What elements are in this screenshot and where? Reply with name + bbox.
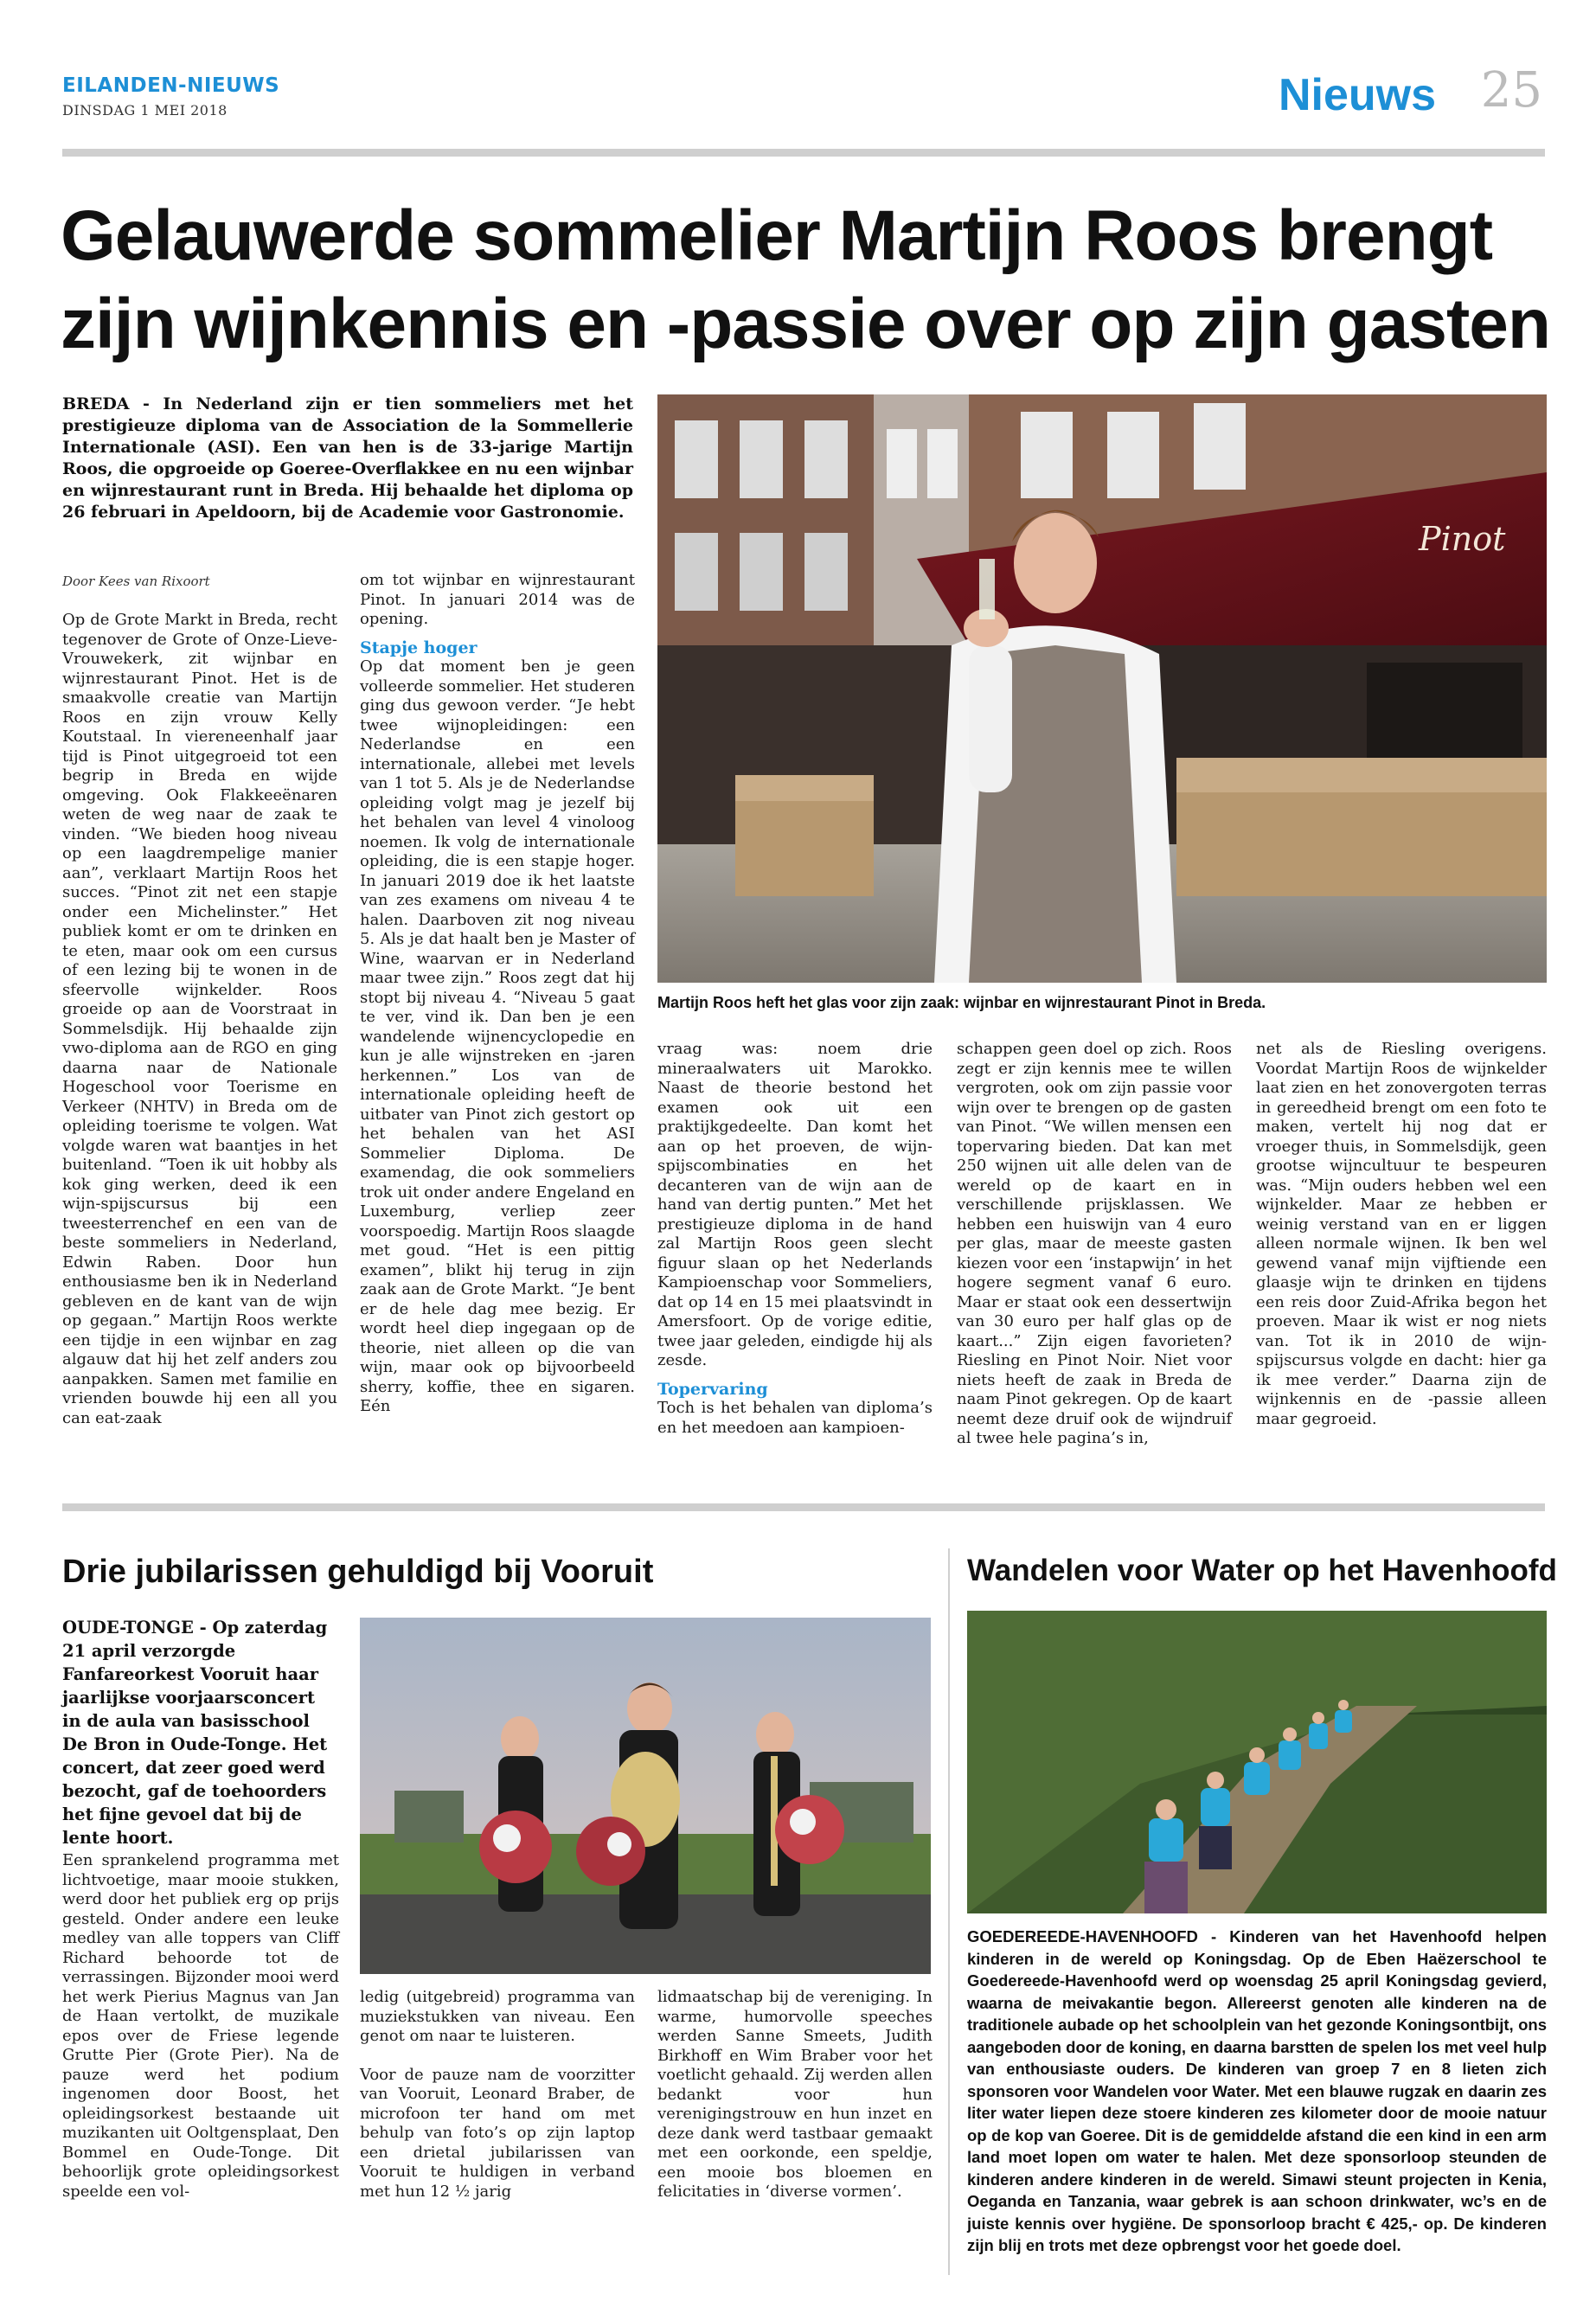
article-column-1 [62,611,337,1428]
headline-line-2: zijn wijnkennis en -passie over op zijn gasten [61,285,1550,363]
column-3-body: Toch is het behalen van diploma’s en het meedoen aan kampioen- [657,1399,933,1437]
headline-line-1: Gelauwerde sommelier Martijn Roos brengt [61,196,1493,275]
article-headline [61,192,1548,369]
photo-wandelen-voor-water [967,1611,1547,1913]
subhead-stapje-hoger: Stapje hoger [360,638,478,657]
column-2-intro: om tot wijnbar en wijnrestaurant Pinot. In januari 2014 was de opening. [360,571,635,628]
article2-column-3-text: lidmaatschap bij de vereniging. In warme, humorvolle speeches werden Sanne Smeets, Judith Birkhoff en Wim Braber voor het voetlicht gehaald. Zij werden allen bedankt voor hun verenigingstrouw en hun inzet en deze dank werd tastbaar gemaakt met een oorkonde, een speldje, een mooie bos bloemen en felicitaties in ‘diverse vormen’. [657,1988,933,2201]
article2-lead: OUDE-TONGE - Op zaterdag 21 april verzorgde Fanfareorkest Vooruit haar jaarlijkse voorjaarsconcert in de aula van basisschool De Bron in Oude-Tonge. Het concert, dat zeer goed werd bezocht, gaf de toehoorders het fijne gevoel dat bij de lente hoort. [62,1618,328,1848]
byline: Door Kees van Rixoort [62,574,210,589]
header-rule [62,149,1545,157]
column-4-text: schappen geen doel op zich. Roos zegt er zijn kennis mee te willen vergroten, ook om zijn passie voor wijn over te brengen op de gasten van Pinot. “We willen mensen een topervaring bieden. Dat kan met 250 wijnen uit alle delen van de wereld op de kaart en in verschillende prijsklassen. We hebben een huiswijn van 4 euro per glas, maar de meeste gasten kiezen voor een ‘instapwijn’ in het hogere segment vanaf 6 euro. Maar er staat ook een dessertwijn van 30 euro per half glas op de kaart...” Zijn eigen favorieten? Riesling en Pinot Noir. Niet voor niets heeft de zaak in Breda de naam Pinot gekregen. Op de kaart neemt deze druif ook de wijndruif al twee hele pagina’s in, [957,1040,1232,1447]
article2-column-2 [360,1988,635,2202]
main-photo [657,394,1547,983]
photo-caption: Martijn Roos heft het glas voor zijn zaak: wijnbar en wijnrestaurant Pinot in Breda. [657,994,1266,1011]
article2-headline: Drie jubilarissen gehuldigd bij Vooruit [62,1554,654,1590]
column-3-intro: vraag was: noem drie mineraalwaters uit Marokko. Naast de theorie bestond het examen ook uit een praktijkgedeelte. Dan komt het aan op het proeven, de wijn-spijscombinaties en het decanteren van de wijn aan de hand van dertig punten.” Met het prestigieuze diploma in de hand zal Martijn Roos geen slecht figuur slaan op het Nederlands Kampioenschap voor Sommeliers, dat op 14 en 15 mei plaatsvindt in Amersfoort. Op de vorige editie, twee jaar geleden, eindigde hij als zesde. [657,1040,933,1369]
issue-date: DINSDAG 1 MEI 2018 [62,102,228,119]
column-2-body: Op dat moment ben je geen volleerde sommelier. Het studeren ging dus gewoon verder. “Je hebt twee wijnopleidingen: een Nederlandse en een internationale, allebei met levels van 1 tot 5. Als je de Nederlandse opleiding volgt mag je jezelf bij het behalen van level 4 vinoloog noemen. Ik volg de internationale opleiding, die is een stapje hoger. In januari 2019 doe ik het laatste van zes examens om niveau 4 te halen. Daarboven zit nog niveau 5. Als je dat haalt ben je Master of Wine, waarvan er in Nederland maar twee zijn.” Roos zegt dat hij stopt bij niveau 4. “Niveau 5 gaat te ver, vind ik. Dan ben je een wandelende wijnencyclopedie en kun je alle wijnstreken en -jaren herkennen.” Los van de internationale opleiding heeft de uitbater van Pinot zich gestort op het behalen van het ASI Sommelier Diploma. De examendag, die ook sommeliers trok uit onder andere Engeland en Luxemburg, verliep zeer voorspoedig. Martijn Roos slaagde met goud. “Het is een pittig examen”, blikt hij terug in zijn zaak aan de Grote Markt. “Je bent er de hele dag mee bezig. Er wordt heel diep ingegaan op de theorie, niet alleen op die van wijn, maar ook op bijvoorbeeld sherry, koffie, thee en sigaren. Eén [360,657,635,1415]
article3-photo [967,1611,1547,1913]
section-title: Nieuws [1278,70,1436,120]
article2-column-3 [657,1988,933,2202]
article-column-4 [957,1040,1232,1449]
article-lead: BREDA - In Nederland zijn er tien sommeliers met het prestigieuze diploma van de Association de la Sommellerie Internationale (ASI). Een van hen is de 33-jarige Martijn Roos, die opgroeide op Goeree-Overflakkee en nu een wijnbar en wijnrestaurant runt in Breda. Hij behaalde het diploma op 26 februari in Apeldoorn, bij de Academie voor Gastronomie. [62,394,633,522]
article2-column-2-p2: Voor de pauze nam de voorzitter van Vooruit, Leonard Braber, de microfoon ter hand om met behulp van foto’s op zijn laptop een drietal jubilarissen van Vooruit te huldigen in verband met hun 12 ½ jarig [360,2065,635,2201]
article3-body: GOEDEREEDE-HAVENHOOFD - Kinderen van het Havenhoofd helpen kinderen in de wereld op Koningsdag. Op de Eben Haëzerschool te Goedereede-Havenhoofd werd op woensdag 25 april Koningsdag gevierd, waarna de meivakantie begon. Allereerst genoten alle kinderen na de traditionele aubade op het schoolplein van het gezonde Koningsontbijt, ons aangeboden door de koning, en daarna barstten de spelen los met veel hulp van enthousiaste ouders. De kinderen van groep 7 en 8 lieten zich sponsoren voor Wandelen voor Water. Met een blauwe rugzak en daarin zes liter water liepen deze stoere kinderen zes kilometer door de mooie natuur op de kop van Goeree. Dit is de gemiddelde afstand die een kind in een arm land moet lopen om water te halen. Met deze sponsorloop steunden de kinderen andere kinderen in de wereld. Simawi steunt projecten in Kenia, Oeganda en Tanzania, waar gebrek is aan schoon drinkwater, wc’s en de juiste kennis over hygiëne. De sponsorloop bracht € 425,- op. De kinderen zijn blij en trots met deze opbrengst voor het goede doel. [967,1927,1547,2254]
article2-column-1 [62,1851,339,2202]
masthead-logo: EILANDEN-NIEUWS [62,74,280,97]
article2-photo [360,1618,931,1974]
photo-martijn-roos-pinot [657,394,1547,983]
article2-column-1-text: Een sprankelend programma met lichtvoetige, maar mooie stukken, werd door het publiek erg op prijs gesteld. Onder andere een leuke medley van alle toppers van Cliff Richard behoorde tot de verrassingen. Bijzonder mooi werd het werk Pierius Magnus van Jan de Haan vertolkt, de muzikale epos over de Friese legende Grutte Pier (Grote Pier). Na de pauze werd het podium ingenomen door Boost, het opleidingsorkest bestaande uit muzikanten uit Ooltgensplaat, Den Bommel en Oude-Tonge. Dit behoorlijk grote opleidingsorkest speelde een vol- [62,1851,339,2201]
photo-jubilarissen [360,1618,931,1974]
page-number: 25 [1480,62,1542,119]
section-divider [62,1503,1545,1511]
article-column-2 [360,571,635,1417]
awning-sign: Pinot [1419,520,1506,558]
column-separator [948,1548,950,2275]
article3-headline: Wandelen voor Water op het Havenhoofd [967,1554,1557,1587]
article2-column-2-p1: ledig (uitgebreid) programma van muziekstukken van niveau. Een genot om naar te luisteren. [360,1988,635,2045]
column-1-text: Op de Grote Markt in Breda, recht tegenover de Grote of Onze-Lieve-Vrouwekerk, zit wijnbar en wijnrestaurant Pinot. Het is de smaakvolle creatie van Martijn Roos en zijn vrouw Kelly Koutstaal. In viereneenhalf jaar tijd is Pinot uitgegroeid tot een begrip in Breda en wijde omgeving. Ook Flakkeeënaren weten de weg naar de zaak te vinden. “We bieden hoog niveau op een laagdrempelige manier aan”, verklaart Martijn Roos het succes. “Pinot zit net een stapje onder een Michelinster.” Het publiek komt er om te drinken en te eten, maar ook om een cursus of een lezing bij te wonen in de sfeervolle wijnkelder. Roos groeide op aan de Voorstraat in Sommelsdijk. Hij behaalde zijn vwo-diploma aan de RGO en ging daarna naar de Nationale Hogeschool voor Toerisme en Verkeer (NHTV) in Breda om de opleiding toerisme te volgen. Wat volgde waren wat baantjes in het buitenland. “Toen ik uit hobby als kok ging werken, deed ik een wijn-spijscursus bij een tweesterrenchef en een van de beste sommeliers in Nederland, Edwin Raben. Door hun enthousiasme ben ik in Nederland gebleven en de kant van de wijn op gegaan.” Martijn Roos werkte een tijdje in een wijnbar en zag algauw dat hij het zelf anders zou aanpakken. Samen met familie en vrienden bouwde hij een all you can eat-zaak [62,611,337,1427]
article-column-5 [1256,1040,1547,1429]
subhead-topervaring: Topervaring [657,1379,768,1399]
article-column-3 [657,1040,933,1438]
column-5-text: net als de Riesling overigens. Voordat Martijn Roos de wijnkelder laat zien en het zonovergoten terras in gereedheid brengt om een foto te maken, vertelt hij nog dat er vroeger thuis, in Sommelsdijk, geen grootse wijncultuur te bespeuren was. “Mijn ouders hebben wel een wijnkelder. Maar ze hebben er weinig verstand van en er liggen alleen normale wijnen. Ik ben wel gewend vanaf mijn vijftiende een glaasje wijn te drinken en tijdens een reis door Zuid-Afrika begon het proeven. Maar ik wist er nog niets van. Tot ik in 2010 de wijn-spijscursus volgde en dacht: hier ga ik mee verder.” Daarna zijn de wijnkennis en de -passie alleen maar gegroeid. [1256,1040,1547,1428]
